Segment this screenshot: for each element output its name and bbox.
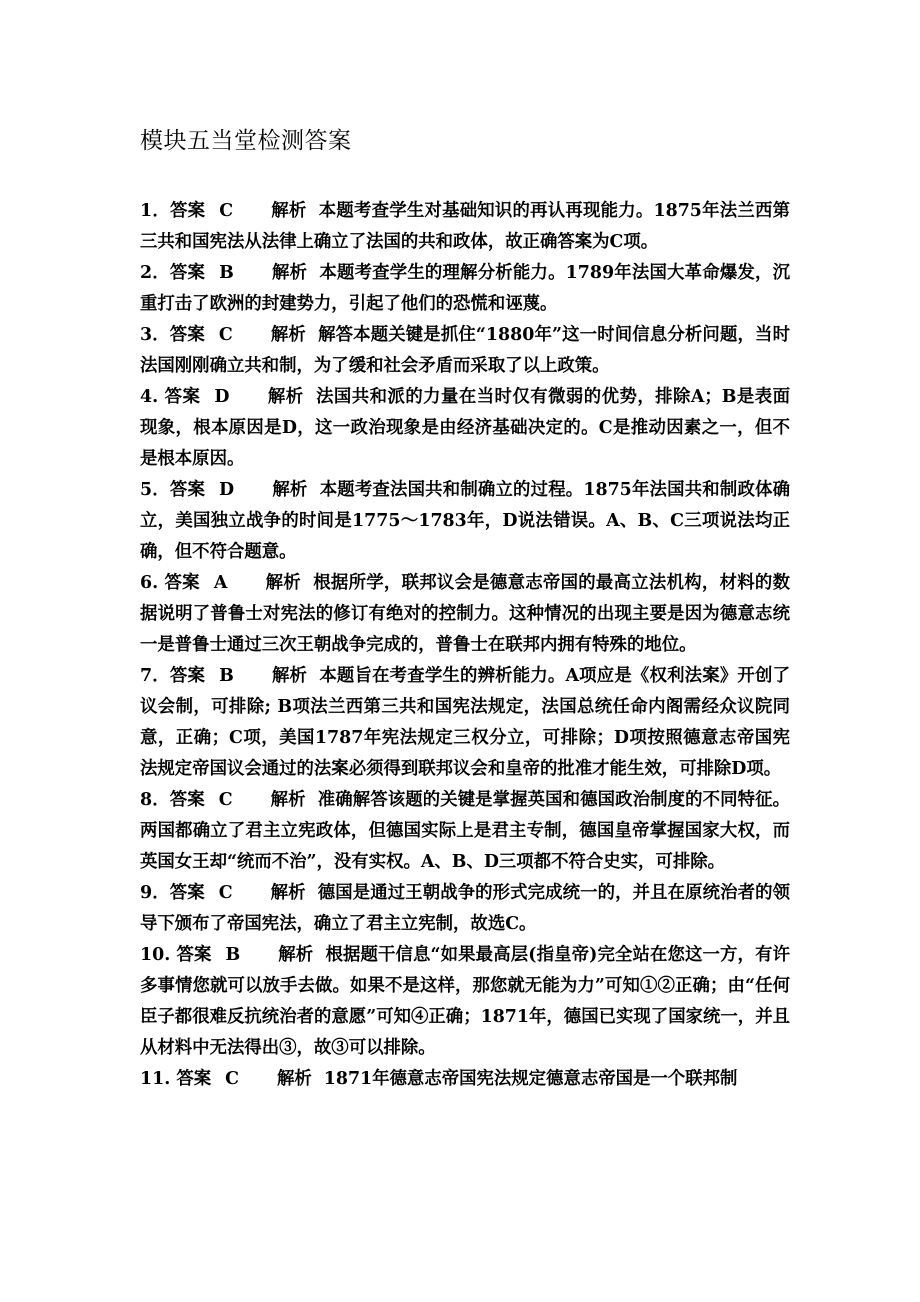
analysis-text: 本题考查法国共和制确立的过程。1875年法国共和制政体确立，美国独立战争的时间是1775～1783年，D说法错误。A、B、C三项说法均正确，但不符合题意。 <box>140 480 790 562</box>
analysis-text: 德国是通过王朝战争的形式完成统一的，并且在原统治者的领导下颁布了帝国宪法，确立了君主立宪制，故选C。 <box>140 883 790 934</box>
answer-item-10 <box>140 940 790 1064</box>
analysis-text: 解答本题关键是抓住“1880年”这一时间信息分析问题，当时法国刚刚确立共和制，为了缓和社会矛盾而采取了以上政策。 <box>140 325 790 376</box>
analysis-text: 1871年德意志帝国宪法规定德意志帝国是一个联邦制 <box>323 1069 738 1089</box>
answer-label: 答案 <box>169 883 205 903</box>
item-number: 5． <box>140 480 170 500</box>
answer-value: A <box>213 573 228 593</box>
answer-label: 答案 <box>176 1069 212 1089</box>
answer-value: B <box>219 666 234 686</box>
answer-value: D <box>214 387 230 407</box>
answer-item-3 <box>140 320 790 382</box>
analysis-label: 解析 <box>271 201 307 221</box>
analysis-label: 解析 <box>265 573 301 593</box>
answer-item-8 <box>140 785 790 878</box>
analysis-text: 准确解答该题的关键是掌握英国和德国政治制度的不同特征。两国都确立了君主立宪政体，但德国实际上是君主专制，德国皇帝掌握国家大权，而英国女王却“统而不治”，没有实权。A、B、D三项都不符合史实，可排除。 <box>140 790 790 872</box>
answer-label: 答案 <box>169 201 206 221</box>
analysis-label: 解析 <box>271 263 308 283</box>
analysis-text: 法国共和派的力量在当时仅有微弱的优势，排除A；B是表面现象，根本原因是D，这一政治现象是由经济基础决定的。C是推动因素之一，但不是根本原因。 <box>140 387 790 469</box>
analysis-label: 解析 <box>270 325 306 345</box>
answer-label: 答案 <box>169 480 206 500</box>
page-title: 模块五当堂检测答案 <box>140 128 352 154</box>
answer-item-6 <box>140 568 790 661</box>
item-number: 6. <box>140 573 165 593</box>
analysis-text: 根据题干信息“如果最高层(指皇帝)完全站在您这一方，有许多事情您就可以放手去做。如果不是这样，那您就无能为力”可知①②正确；由“任何臣子都很难反抗统治者的意愿”可知④正确；1871年，德国已实现了国家统一，并且从材料中无法得出③，故③可以排除。 <box>140 945 790 1058</box>
answer-value: B <box>219 263 234 283</box>
item-number: 1． <box>140 201 170 221</box>
answer-item-9 <box>140 878 790 940</box>
answer-value: C <box>225 1069 239 1089</box>
analysis-label: 解析 <box>270 790 306 810</box>
answer-label: 答案 <box>176 945 212 965</box>
answer-label: 答案 <box>169 325 205 345</box>
answer-item-1 <box>140 196 790 258</box>
item-number: 9． <box>140 883 170 903</box>
answer-value: C <box>218 790 233 810</box>
answer-list <box>140 196 790 1095</box>
item-number: 3． <box>140 325 170 345</box>
analysis-label: 解析 <box>270 883 306 903</box>
item-number: 7． <box>140 666 170 686</box>
answer-label: 答案 <box>164 387 201 407</box>
item-number: 4. <box>140 387 165 407</box>
analysis-label: 解析 <box>272 480 308 500</box>
analysis-text: 根据所学，联邦议会是德意志帝国的最高立法机构，材料的数据说明了普鲁士对宪法的修订有绝对的控制力。这种情况的出现主要是因为德意志统一是普鲁士通过三次王朝战争完成的，普鲁士在联邦内拥有特殊的地位。 <box>140 573 790 655</box>
analysis-label: 解析 <box>276 1069 312 1089</box>
answer-value: B <box>225 945 241 965</box>
answer-value: C <box>218 325 233 345</box>
answer-item-2 <box>140 258 790 320</box>
item-number: 8． <box>140 790 170 810</box>
answer-label: 答案 <box>169 790 205 810</box>
analysis-text: 本题考查学生的理解分析能力。1789年法国大革命爆发，沉重打击了欧洲的封建势力，引起了他们的恐慌和诬蔑。 <box>140 263 790 314</box>
analysis-text: 本题考查学生对基础知识的再认再现能力。1875年法兰西第三共和国宪法从法律上确立了法国的共和政体，故正确答案为C项。 <box>140 201 790 252</box>
item-number: 10. <box>140 945 177 965</box>
answer-item-11 <box>140 1064 790 1095</box>
answer-item-5 <box>140 475 790 568</box>
answer-label: 答案 <box>164 573 200 593</box>
item-number: 2． <box>140 263 170 283</box>
analysis-label: 解析 <box>271 666 308 686</box>
analysis-label: 解析 <box>278 945 314 965</box>
answer-item-4 <box>140 382 790 475</box>
answer-value: D <box>219 480 235 500</box>
item-number: 11. <box>140 1069 177 1089</box>
answer-value: C <box>218 883 233 903</box>
answer-label: 答案 <box>169 263 206 283</box>
analysis-label: 解析 <box>267 387 304 407</box>
answer-item-7 <box>140 661 790 785</box>
answer-label: 答案 <box>169 666 206 686</box>
answer-value: C <box>219 201 234 221</box>
analysis-text: 本题旨在考查学生的辨析能力。A项应是《权利法案》开创了议会制，可排除; B项法兰西第三共和国宪法规定，法国总统任命内阁需经众议院同意，正确；C项，美国1787年宪法规定三权分立，可排除；D项按照德意志帝国宪法规定帝国议会通过的法案必须得到联邦议会和皇帝的批准才能生效，可排除D项。 <box>140 666 790 779</box>
